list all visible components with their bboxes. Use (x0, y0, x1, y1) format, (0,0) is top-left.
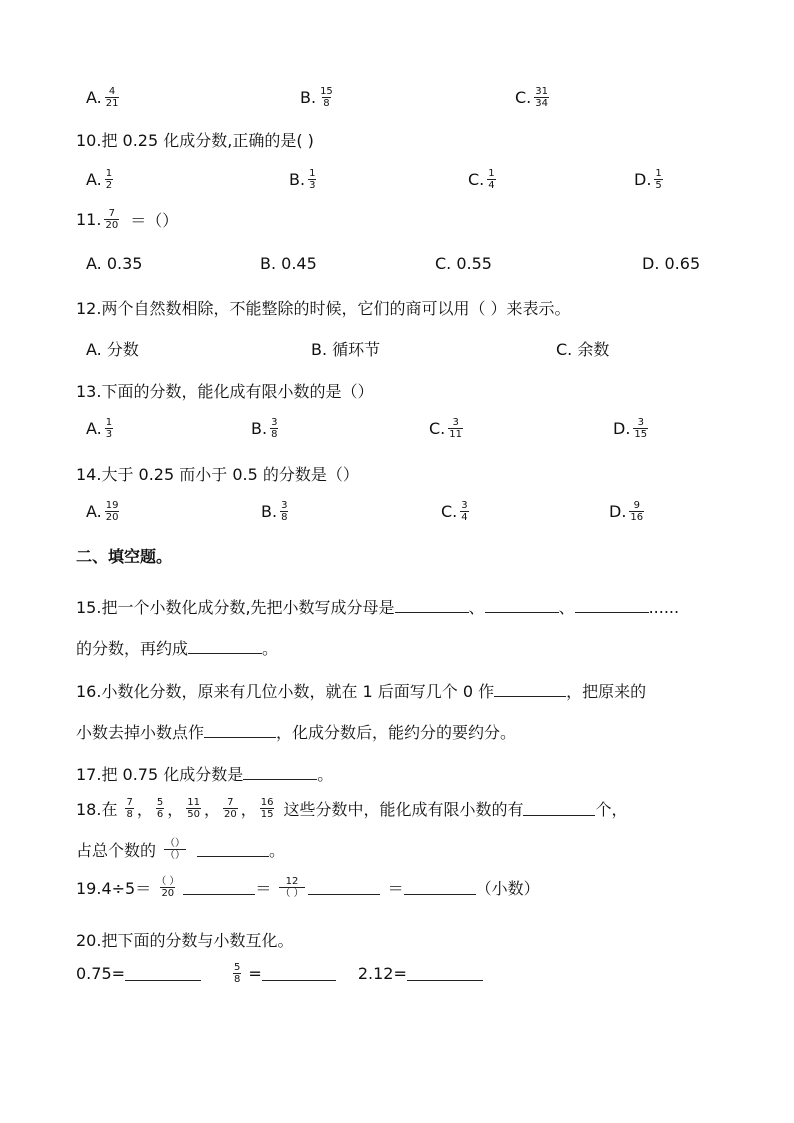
question-15-line-2 (76, 636, 278, 659)
question-14-stem: 14.大于 0.25 而小于 0.5 的分数是（） (76, 465, 359, 484)
option-label: A. (86, 419, 102, 438)
option-label: C. (429, 419, 446, 438)
fraction (448, 417, 463, 440)
q11-option-d: D. 0.65 (642, 254, 701, 273)
q18-unit: 个， (595, 800, 628, 819)
separator: 、 (468, 598, 485, 617)
numerator: 3 (452, 417, 459, 428)
fraction (260, 797, 275, 820)
denominator: 3 (105, 429, 113, 440)
answer-blank[interactable] (407, 966, 483, 981)
question-19 (76, 876, 540, 899)
option-label: B. (261, 502, 278, 521)
q16-text: ，化成分数后，能约分的要约分。 (276, 723, 517, 742)
option-label: A. (86, 502, 102, 521)
denominator: 20 (105, 220, 119, 231)
q14-option-b (261, 500, 291, 523)
q18-text: 占总个数的 (76, 841, 157, 860)
numerator: 15 (320, 86, 333, 97)
section-heading: 二、填空题。 (76, 547, 173, 566)
numerator: 1 (105, 168, 113, 179)
answer-blank[interactable] (494, 682, 566, 697)
answer-blank[interactable] (183, 880, 255, 895)
fraction (319, 86, 334, 109)
fraction (164, 838, 186, 861)
question-16-line-2 (76, 720, 516, 743)
question-number: 11. (76, 210, 102, 229)
fraction (105, 168, 113, 191)
question-20-items (76, 962, 483, 985)
separator: 、 (558, 598, 575, 617)
fraction (223, 797, 238, 820)
denominator: 8 (323, 98, 330, 109)
denominator: 6 (156, 809, 164, 820)
equals-sign: ＝ (387, 879, 404, 898)
option-label: C. (441, 502, 458, 521)
q17-text: 17.把 0.75 化成分数是 (76, 765, 244, 784)
q13-option-a (86, 417, 116, 440)
fraction (629, 500, 644, 523)
q18-text: 这些分数中，能化成有限小数的有 (283, 800, 524, 819)
denominator: 8 (271, 429, 278, 440)
ellipsis: ...... (648, 598, 680, 617)
fraction (654, 168, 662, 191)
denominator: 20 (223, 809, 237, 820)
denominator: 11 (449, 429, 462, 440)
question-16-line-1 (76, 679, 646, 702)
q15-text: 15.把一个小数化成分数,先把小数写成分母是 (76, 598, 395, 617)
denominator: 2 (105, 180, 113, 191)
option-label: A. (86, 88, 102, 107)
answer-blank[interactable] (523, 801, 595, 816)
numerator: 1 (105, 417, 113, 428)
fraction (270, 417, 278, 440)
fraction (460, 500, 468, 523)
q13-option-d (613, 417, 651, 440)
fraction (156, 797, 164, 820)
denominator: 15 (634, 429, 648, 440)
equals-paren: ＝（） (130, 211, 179, 230)
denominator: 34 (535, 98, 548, 109)
fraction (105, 86, 120, 109)
question-17 (76, 762, 333, 785)
fraction (534, 86, 549, 109)
q10-option-d (634, 168, 666, 191)
answer-blank[interactable] (197, 842, 269, 857)
equals-sign: = (248, 964, 262, 983)
question-10-stem: 10.把 0.25 化成分数,正确的是( ) (76, 131, 314, 150)
option-label: D. (634, 170, 652, 189)
answer-blank[interactable] (485, 598, 559, 613)
numerator: 11 (187, 797, 200, 808)
q14-option-a (86, 500, 122, 523)
numerator: 9 (633, 500, 640, 511)
period: 。 (269, 841, 286, 860)
fraction (125, 797, 133, 820)
option-label: C. (468, 170, 485, 189)
q11-option-a: A. 0.35 (86, 254, 143, 273)
q15-text: 的分数，再约成 (76, 639, 189, 658)
option-label: D. (609, 502, 627, 521)
numerator: 4 (108, 86, 116, 97)
q13-option-c (429, 417, 466, 440)
numerator: 1 (655, 168, 662, 179)
question-20-stem: 20.把下面的分数与小数互化。 (76, 931, 294, 950)
denominator: 8 (126, 809, 133, 820)
option-label: B. (251, 419, 268, 438)
fraction (487, 168, 495, 191)
fraction (280, 500, 288, 523)
q10-option-a (86, 168, 116, 191)
comma: ， (240, 800, 257, 819)
q11-option-c: C. 0.55 (435, 254, 492, 273)
q14-option-d (609, 500, 647, 523)
answer-blank[interactable] (204, 723, 276, 738)
question-15-line-1 (76, 595, 679, 618)
option-label: B. (289, 170, 306, 189)
answer-blank[interactable] (404, 880, 476, 895)
answer-blank[interactable] (262, 966, 336, 981)
q20-item-3: 2.12= (357, 964, 407, 983)
q9-option-b (300, 86, 337, 109)
q9-option-c (515, 86, 552, 109)
q12-option-a: A. 分数 (86, 340, 139, 359)
q13-option-b (251, 417, 281, 440)
numerator: 19 (105, 500, 119, 511)
q10-option-b (289, 168, 319, 191)
numerator: 5 (156, 797, 164, 808)
fraction (279, 876, 304, 899)
denominator: 16 (630, 512, 644, 523)
answer-blank[interactable] (575, 598, 649, 613)
fraction (633, 417, 648, 440)
denominator: （ ） (280, 888, 304, 899)
denominator: 4 (488, 180, 495, 191)
q19-prefix: 19.4÷5＝ (76, 879, 152, 898)
denominator: 20 (161, 888, 175, 899)
numerator: 3 (271, 417, 278, 428)
numerator: 7 (126, 797, 133, 808)
denominator: 15 (260, 809, 274, 820)
denominator: 8 (281, 512, 288, 523)
option-label: C. (515, 88, 532, 107)
numerator: 3 (461, 500, 468, 511)
comma: ， (203, 800, 220, 819)
answer-blank[interactable] (125, 966, 201, 981)
numerator: （ ） (156, 876, 180, 887)
fraction (186, 797, 201, 820)
denominator: 20 (105, 512, 119, 523)
numerator: 3 (281, 500, 288, 511)
q19-suffix: （小数） (475, 879, 540, 898)
equals-sign: ＝ (255, 879, 272, 898)
period: 。 (317, 765, 334, 784)
denominator: （） (165, 850, 186, 861)
option-label: A. (86, 170, 102, 189)
q11-option-b: B. 0.45 (260, 254, 317, 273)
q10-option-c (468, 168, 499, 191)
comma: ， (167, 800, 184, 819)
q16-text: ，把原来的 (566, 682, 647, 701)
q16-text: 16.小数化分数，原来有几位小数，就在 1 后面写几个 0 作 (76, 682, 495, 701)
answer-blank[interactable] (308, 880, 380, 895)
answer-blank[interactable] (395, 598, 469, 613)
question-18-line-2 (76, 838, 285, 861)
option-label: D. (613, 419, 631, 438)
question-13-stem: 13.下面的分数，能化成有限小数的是（） (76, 382, 374, 401)
numerator: 31 (535, 86, 548, 97)
period: 。 (262, 639, 279, 658)
q12-option-b: B. 循环节 (311, 340, 381, 359)
question-11-stem (76, 208, 178, 231)
q9-option-a (86, 86, 122, 109)
q16-text: 小数去掉小数点作 (76, 723, 205, 742)
denominator: 4 (461, 512, 468, 523)
numerator: 1 (309, 168, 316, 179)
fraction (105, 417, 113, 440)
numerator: 7 (227, 797, 234, 808)
denominator: 50 (187, 809, 200, 820)
denominator: 8 (234, 974, 241, 985)
option-label: B. (300, 88, 317, 107)
question-12-stem: 12.两个自然数相除，不能整除的时候，它们的商可以用（ ）来表示。 (76, 299, 571, 318)
numerator: 16 (260, 797, 274, 808)
question-18-line-1 (76, 797, 628, 820)
numerator: 3 (637, 417, 644, 428)
q14-option-c (441, 500, 472, 523)
fraction (233, 962, 241, 985)
fraction (155, 876, 180, 899)
q18-prefix: 18.在 (76, 800, 118, 819)
answer-blank[interactable] (188, 639, 262, 654)
numerator: 7 (108, 208, 115, 219)
denominator: 21 (105, 98, 119, 109)
denominator: 5 (655, 180, 662, 191)
numerator: （） (165, 838, 186, 849)
numerator: 12 (285, 876, 299, 887)
fraction (308, 168, 316, 191)
q12-option-c: C. 余数 (556, 340, 610, 359)
fraction (105, 500, 120, 523)
q20-item-1: 0.75= (76, 964, 126, 983)
answer-blank[interactable] (243, 765, 317, 780)
comma: ， (136, 800, 153, 819)
numerator: 1 (488, 168, 495, 179)
fraction (104, 208, 119, 231)
denominator: 3 (309, 180, 316, 191)
numerator: 5 (234, 962, 241, 973)
